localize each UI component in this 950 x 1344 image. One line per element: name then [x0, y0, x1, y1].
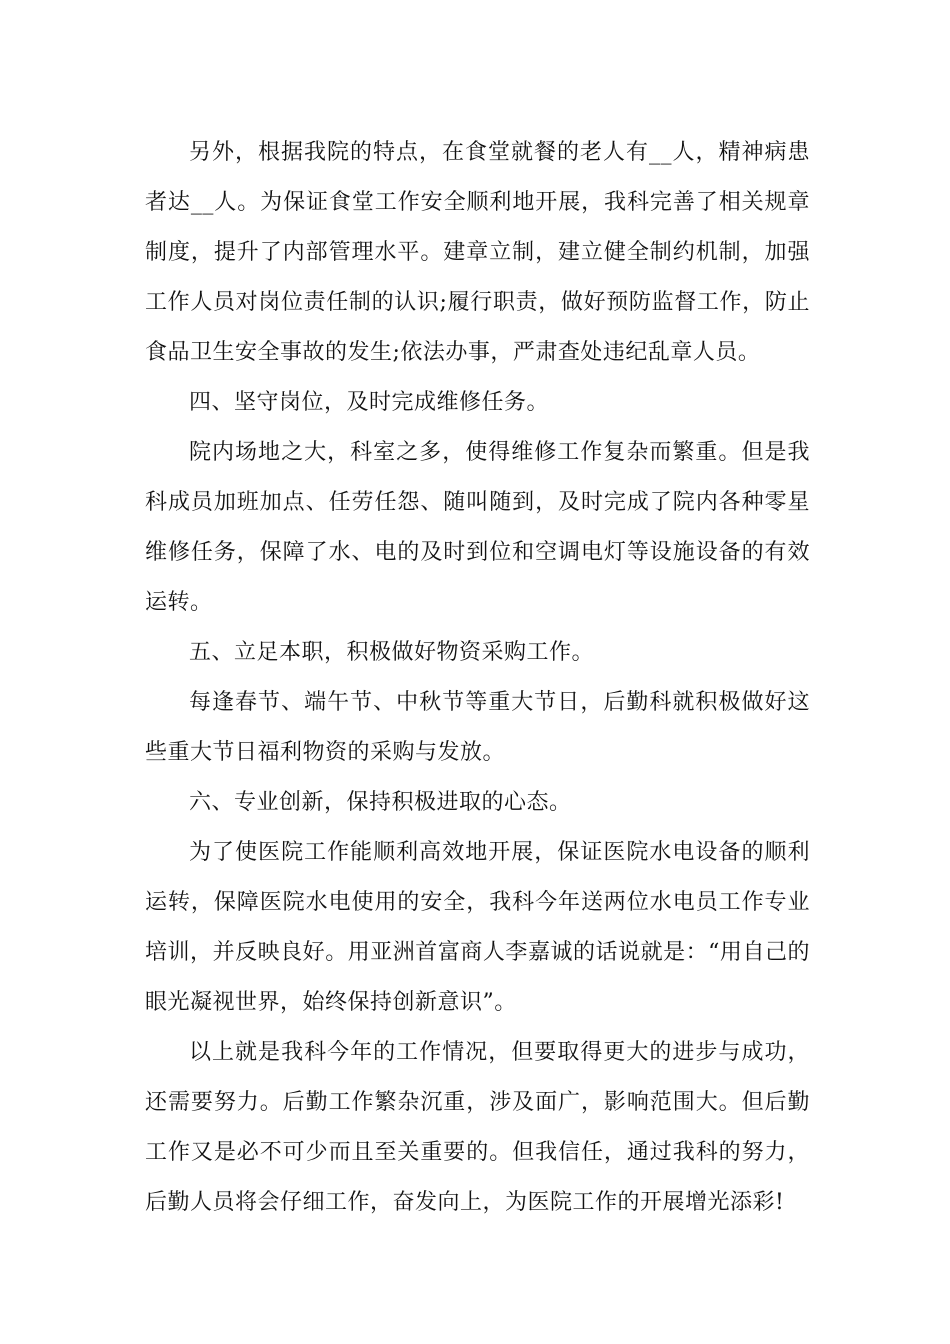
paragraph-maintenance: 院内场地之大，科室之多，使得维修工作复杂而繁重。但是我科成员加班加点、任劳任怨、随叫随到，及时完成了院内各种零星维修任务，保障了水、电的及时到位和空调电灯等设施设备的有效运转。 — [145, 440, 810, 615]
paragraph-canteen-safety: 另外，根据我院的特点，在食堂就餐的老人有__人，精神病患者达__人。为保证食堂工作安全顺利地开展，我科完善了相关规章制度，提升了内部管理水平。建章立制，建立健全制约机制，加强工作人员对岗位责任制的认识;履行职责，做好预防监督工作，防止食品卫生安全事故的发生;依法办事，严肃查处违纪乱章人员。 — [145, 140, 810, 365]
paragraph-conclusion: 以上就是我科今年的工作情况，但要取得更大的进步与成功，还需要努力。后勤工作繁杂沉重，涉及面广，影响范围大。但后勤工作又是必不可少而且至关重要的。但我信任，通过我科的努力，后勤人员将会仔细工作，奋发向上，为医院工作的开展增光添彩! — [145, 1040, 810, 1215]
document-body — [145, 128, 810, 1228]
paragraph-innovation: 为了使医院工作能顺利高效地开展，保证医院水电设备的顺利运转，保障医院水电使用的安全，我科今年送两位水电员工作专业培训，并反映良好。用亚洲首富商人李嘉诚的话说就是：“用自己的眼光凝视世界，始终保持创新意识”。 — [145, 840, 810, 1015]
section-heading-innovation: 六、专业创新，保持积极进取的心态。 — [189, 790, 572, 815]
section-heading-procurement: 五、立足本职，积极做好物资采购工作。 — [189, 640, 595, 665]
section-heading-maintenance: 四、坚守岗位，及时完成维修任务。 — [189, 390, 550, 415]
paragraph-procurement: 每逢春节、端午节、中秋节等重大节日，后勤科就积极做好这些重大节日福利物资的采购与发放。 — [145, 690, 810, 765]
